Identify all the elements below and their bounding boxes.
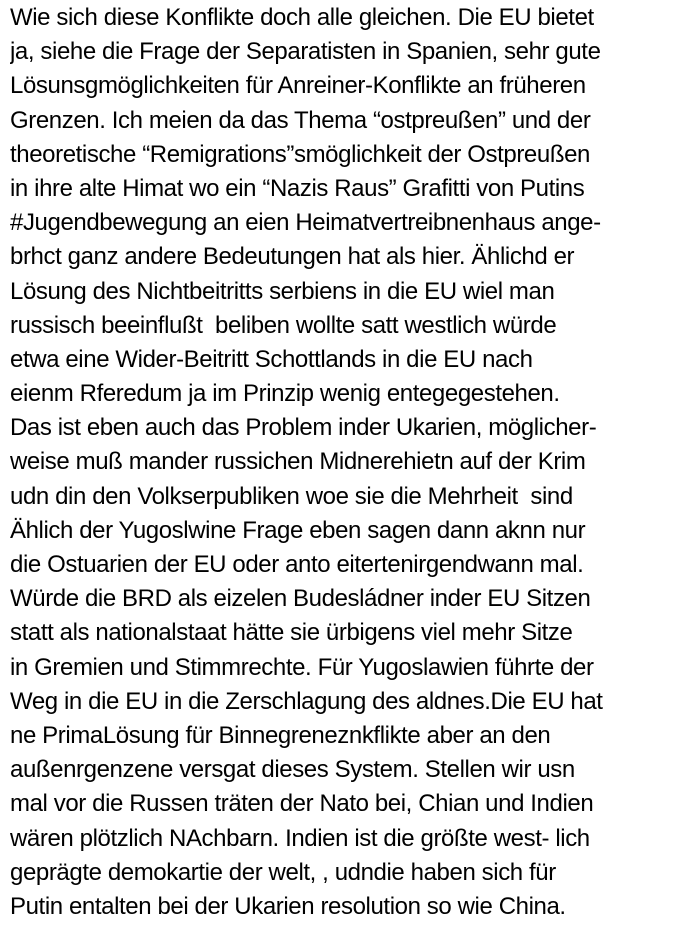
text-line: geprägte demokartie der welt, , udndie haben sich für bbox=[10, 858, 556, 886]
text-line: brhct ganz andere Bedeutungen hat als hier. Ählichd er bbox=[10, 243, 575, 271]
text-line: ja, siehe die Frage der Separatisten in Spanien, sehr gute bbox=[10, 38, 601, 66]
text-line: außenrgenzene versgat dieses System. Stellen wir usn bbox=[10, 756, 575, 784]
document-page bbox=[10, 0, 682, 940]
text-line: wären plötzlich NAchbarn. Indien ist die größte west- lich bbox=[10, 824, 590, 852]
text-line: statt als nationalstaat hätte sie ürbigens viel mehr Sitze bbox=[10, 619, 573, 647]
text-line: Würde die BRD als eizelen Budesládner inder EU Sitzen bbox=[10, 585, 591, 613]
text-line: Putin entalten bei der Ukarien resolution so wie China. bbox=[10, 892, 566, 920]
text-line: Lösung des Nichtbeitritts serbiens in die EU wiel man bbox=[10, 277, 555, 305]
text-line: Weg in die EU in die Zerschlagung des aldnes.Die EU hat bbox=[10, 687, 603, 715]
text-line: Lösunsgmöglichkeiten für Anreiner-Konflikte an früheren bbox=[10, 72, 586, 100]
text-line: in Gremien und Stimmrechte. Für Yugoslawien führte der bbox=[10, 653, 594, 681]
text-line: etwa eine Wider-Beitritt Schottlands in die EU nach bbox=[10, 345, 533, 373]
text-line: Grenzen. Ich meien da das Thema “ostpreußen” und der bbox=[10, 106, 591, 134]
text-line: Wie sich diese Konflikte doch alle gleichen. Die EU bietet bbox=[10, 4, 594, 31]
text-line: ne PrimaLösung für Binnegreneznkflikte aber an den bbox=[10, 721, 551, 749]
text-line: die Ostuarien der EU oder anto eitertenirgendwann mal. bbox=[10, 551, 584, 578]
text-line: weise muß mander russichen Midnerehietn auf der Krim bbox=[10, 448, 586, 476]
text-line: Ählich der Yugoslwine Frage eben sagen dann aknn nur bbox=[10, 516, 586, 544]
text-line: russisch beeinflußt beliben wollte satt westlich würde bbox=[10, 311, 557, 339]
text-line: in ihre alte Himat wo ein “Nazis Raus” Grafitti von Putins bbox=[10, 174, 585, 202]
text-line: theoretische “Remigrations”smöglichkeit der Ostpreußen bbox=[10, 140, 590, 168]
text-line: udn din den Volkserpubliken woe sie die Mehrheit sind bbox=[10, 482, 573, 510]
text-line: mal vor die Russen träten der Nato bei, Chian und Indien bbox=[10, 790, 594, 818]
text-line: #Jugendbewegung an eien Heimatvertreibnenhaus ange- bbox=[10, 209, 601, 237]
text-line: Das ist eben auch das Problem inder Ukarien, möglicher- bbox=[10, 414, 597, 442]
text-line: eienm Rferedum ja im Prinzip wenig entegegestehen. bbox=[10, 380, 560, 408]
